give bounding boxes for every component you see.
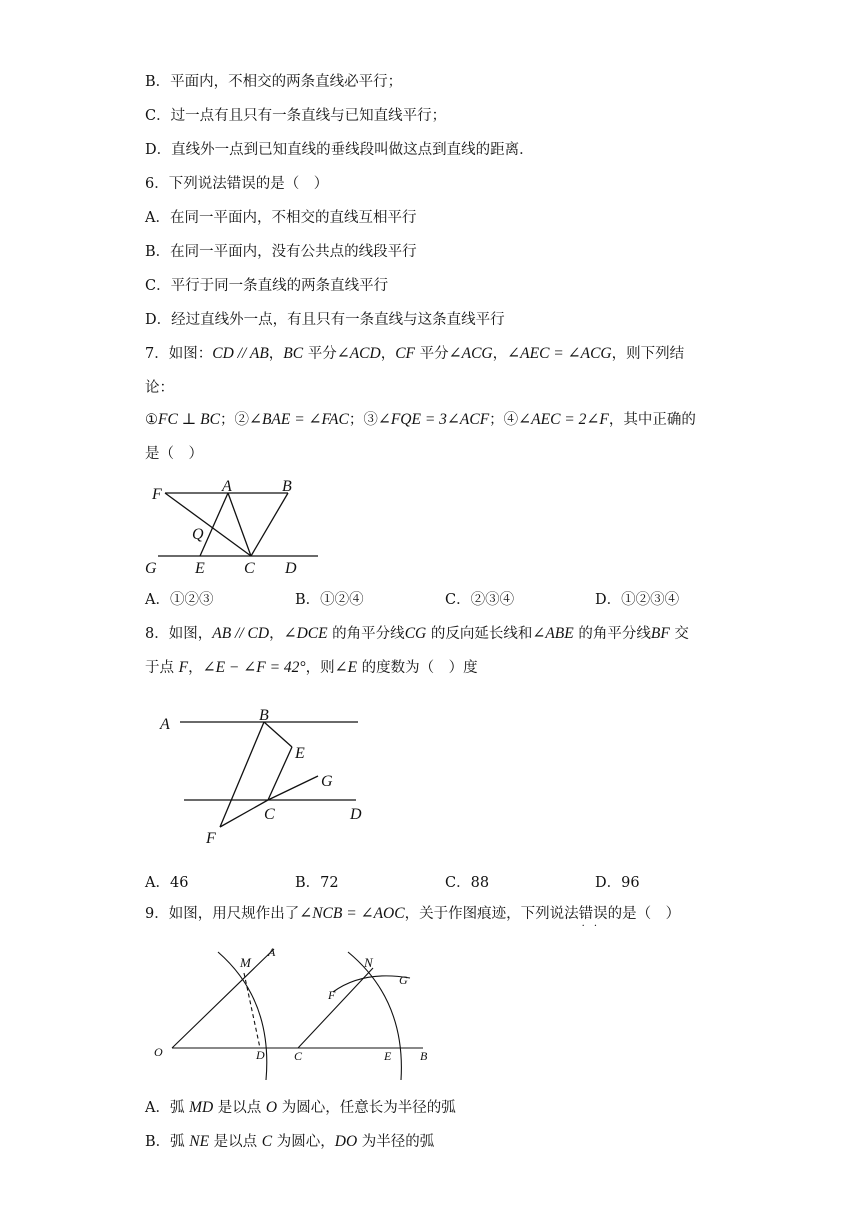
q9b-text: 为半径的弧 bbox=[357, 1134, 435, 1150]
q8-text: 8．如图， bbox=[145, 626, 213, 642]
emphasis-text: 错误 · · bbox=[579, 906, 608, 922]
label-A: A bbox=[268, 945, 276, 959]
q9b-text: 是以点 bbox=[209, 1134, 262, 1150]
q9b-text: 为圆心， bbox=[272, 1134, 335, 1150]
q8-math: ∠E − ∠F = 42° bbox=[202, 659, 306, 676]
q7-text: ， bbox=[492, 346, 508, 362]
label-F: F bbox=[152, 486, 162, 503]
q9-math: ∠NCB = ∠AOC bbox=[299, 905, 405, 922]
label-D: D bbox=[350, 806, 362, 823]
q8-math: ∠ABE bbox=[532, 625, 574, 642]
question-7-stem-line2: 论： bbox=[145, 380, 174, 396]
q7-math: CD // AB bbox=[212, 345, 269, 362]
question-6-option-d: D．经过直线外一点，有且只有一条直线与这条直线平行 bbox=[145, 312, 505, 328]
question-6-option-c: C．平行于同一条直线的两条直线平行 bbox=[145, 278, 389, 294]
q7-math: FC ⊥ BC bbox=[158, 411, 220, 428]
q7-math: ∠BAE = ∠FAC bbox=[248, 411, 349, 428]
q7-text: ，其中正确的 bbox=[608, 412, 696, 428]
q7-text: ， bbox=[268, 346, 284, 362]
label-Q: Q bbox=[192, 526, 204, 543]
question-8-option-b: B．72 bbox=[295, 875, 339, 891]
q8-text: ， bbox=[188, 660, 203, 676]
q7-math: ∠ACG bbox=[448, 345, 493, 362]
label-O: O bbox=[154, 1045, 163, 1059]
q9a-math: O bbox=[265, 1099, 278, 1116]
q9b-math: C bbox=[261, 1133, 273, 1150]
q8-math: CG bbox=[404, 625, 427, 642]
label-E: E bbox=[295, 745, 305, 762]
label-B: B bbox=[282, 478, 292, 495]
q8-text: 的反向延长线和 bbox=[426, 626, 533, 642]
label-F: F bbox=[206, 830, 216, 847]
q9a-math: MD bbox=[189, 1099, 214, 1116]
q8-math: BF bbox=[650, 625, 670, 642]
question-7-stem-line4: 是（ ） bbox=[145, 446, 203, 462]
q7-math: ∠FQE = 3∠ACF bbox=[377, 411, 490, 428]
q7-text: 平分 bbox=[303, 346, 337, 362]
label-C: C bbox=[294, 1049, 303, 1063]
label-E: E bbox=[195, 560, 205, 577]
question-7-conclusions bbox=[145, 410, 696, 430]
label-N: N bbox=[364, 955, 373, 970]
question-9-option-b bbox=[145, 1132, 434, 1152]
q8-text: 交 bbox=[669, 626, 689, 642]
q9-text: ，关于作图痕迹，下列说法 bbox=[404, 906, 579, 922]
question-8-option-d: D．96 bbox=[595, 875, 640, 891]
option-b-line: B．平面内，不相交的两条直线必平行； bbox=[145, 74, 403, 90]
question-7-option-c: C．②③④ bbox=[445, 592, 515, 608]
q7-text: ① bbox=[145, 412, 158, 428]
q7-text: ；② bbox=[219, 412, 249, 428]
q8-text: 的角平分线 bbox=[327, 626, 405, 642]
question-8-option-a: A．46 bbox=[145, 875, 189, 891]
figure-9 bbox=[148, 940, 438, 1085]
question-7-option-b: B．①②④ bbox=[295, 592, 364, 608]
q7-text: ，则下列结 bbox=[611, 346, 685, 362]
q9b-math: NE bbox=[189, 1133, 210, 1150]
label-A: A bbox=[160, 716, 170, 733]
question-9-option-a bbox=[145, 1098, 456, 1118]
label-F: F bbox=[328, 988, 336, 1002]
label-G: G bbox=[399, 973, 408, 987]
q7-text: ；④ bbox=[489, 412, 519, 428]
option-c-line: C．过一点有且只有一条直线与已知直线平行； bbox=[145, 108, 447, 124]
question-9-stem bbox=[145, 904, 680, 924]
q7-math: ∠AEC = 2∠F bbox=[518, 411, 609, 428]
q9a-text: A．弧 bbox=[145, 1100, 190, 1116]
q7-text: ， bbox=[380, 346, 396, 362]
question-8-stem-line1 bbox=[145, 624, 689, 644]
figure-7 bbox=[140, 475, 330, 580]
label-D: D bbox=[285, 560, 297, 577]
question-8-stem-line2 bbox=[145, 658, 478, 678]
question-8-option-c: C．88 bbox=[445, 875, 490, 891]
label-C: C bbox=[244, 560, 255, 577]
q9a-text: 是以点 bbox=[213, 1100, 266, 1116]
q9-text: 9．如图，用尺规作出了 bbox=[145, 906, 300, 922]
q7-math: CF bbox=[395, 345, 416, 362]
question-6-option-b: B．在同一平面内，没有公共点的线段平行 bbox=[145, 244, 417, 260]
q7-text: 平分 bbox=[415, 346, 449, 362]
label-B: B bbox=[259, 707, 269, 724]
q7-text: 7．如图： bbox=[145, 346, 213, 362]
label-E: E bbox=[384, 1049, 392, 1063]
question-6-option-a: A．在同一平面内，不相交的直线互相平行 bbox=[145, 210, 417, 226]
label-B: B bbox=[420, 1049, 428, 1063]
q8-text: 于点 bbox=[145, 660, 179, 676]
question-7-option-a: A．①②③ bbox=[145, 592, 214, 608]
q9-text: 的是（ ） bbox=[607, 906, 681, 922]
figure-8 bbox=[150, 700, 380, 850]
q8-math: AB // CD bbox=[212, 625, 270, 642]
q8-text: ，则 bbox=[305, 660, 335, 676]
label-D: D bbox=[256, 1048, 265, 1062]
label-M: M bbox=[240, 955, 251, 970]
q8-math: ∠E bbox=[334, 659, 358, 676]
q8-math: F bbox=[178, 659, 189, 676]
q9b-math: DO bbox=[334, 1133, 358, 1150]
q8-text: 的角平分线 bbox=[573, 626, 651, 642]
q9b-text: B．弧 bbox=[145, 1134, 190, 1150]
q7-text: ；③ bbox=[348, 412, 378, 428]
q7-math: BC bbox=[283, 345, 304, 362]
q7-math: ∠ACD bbox=[336, 345, 381, 362]
q8-text: 的度数为（ ）度 bbox=[357, 660, 478, 676]
label-G: G bbox=[321, 773, 333, 790]
q9a-text: 为圆心，任意长为半径的弧 bbox=[277, 1100, 456, 1116]
q7-math: ∠AEC = ∠ACG bbox=[507, 345, 612, 362]
q8-text: ， bbox=[269, 626, 284, 642]
label-C: C bbox=[264, 806, 275, 823]
label-G: G bbox=[145, 560, 157, 577]
option-d-line: D．直线外一点到已知直线的垂线段叫做这点到直线的距离． bbox=[145, 142, 534, 158]
question-6-stem: 6．下列说法错误的是（ ） bbox=[145, 176, 329, 192]
question-7-option-d: D．①②③④ bbox=[595, 592, 680, 608]
label-A: A bbox=[222, 478, 232, 495]
q8-math: ∠DCE bbox=[283, 625, 328, 642]
question-7-stem-line1 bbox=[145, 344, 684, 364]
